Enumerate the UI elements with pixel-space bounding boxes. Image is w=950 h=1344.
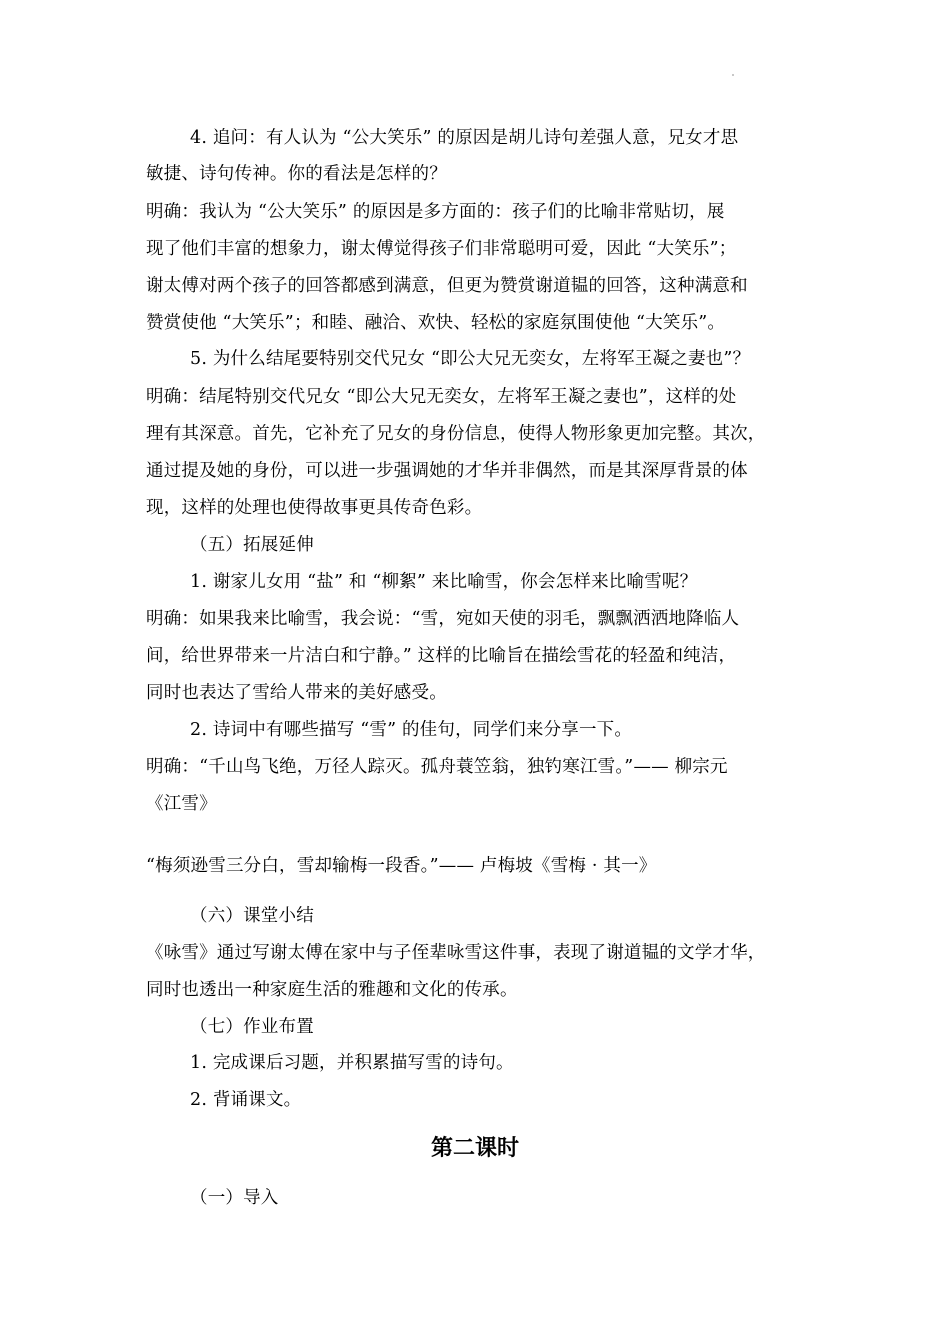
question-4-line-2: 敏捷、诗句传神。你的看法是怎样的？ (146, 164, 447, 184)
answer-4-line-1: 明确：我认为 “公大笑乐” 的原因是多方面的：孩子们的比喻非常贴切，展 (146, 202, 725, 222)
answer-5-line-4: 现，这样的处理也使得故事更具传奇色彩。 (146, 498, 483, 518)
poem-quote-plum: “梅须逊雪三分白，雪却输梅一段香。”—— 卢梅坡《雪梅 · 其一》 (146, 856, 657, 876)
extension-answer-2-line-1: 明确：“千山鸟飞绝，万径人踪灭。孤舟蓑笠翁，独钓寒江雪。”—— 柳宗元 (146, 757, 728, 777)
summary-line-1: 《咏雪》通过写谢太傅在家中与子侄辈咏雪这件事，表现了谢道韫的文学才华， (146, 943, 766, 963)
homework-item-1: 1. 完成课后习题，并积累描写雪的诗句。 (190, 1053, 514, 1073)
section-heading-7: （七）作业布置 (190, 1017, 314, 1037)
summary-line-2: 同时也透出一种家庭生活的雅趣和文化的传承。 (146, 980, 518, 1000)
section-heading-6: （六）课堂小结 (190, 906, 314, 926)
answer-4-line-4: 赞赏使他 “大笑乐”；和睦、融洽、欢快、轻松的家庭氛围使他 “大笑乐”。 (146, 313, 726, 333)
answer-5-line-2: 理有其深意。首先，它补充了兄女的身份信息，使得人物形象更加完整。其次， (146, 424, 766, 444)
extension-question-2: 2. 诗词中有哪些描写 “雪” 的佳句，同学们来分享一下。 (190, 720, 633, 740)
answer-4-line-2: 现了他们丰富的想象力，谢太傅觉得孩子们非常聪明可爱，因此 “大笑乐”； (146, 239, 737, 259)
question-5: 5. 为什么结尾要特别交代兄女 “即公大兄无奕女，左将军王凝之妻也”？ (190, 349, 751, 369)
extension-answer-1-line-3: 同时也表达了雪给人带来的美好感受。 (146, 683, 447, 703)
extension-question-1: 1. 谢家儿女用 “盐” 和 “柳絮” 来比喻雪，你会怎样来比喻雪呢？ (190, 572, 698, 592)
answer-5-line-3: 通过提及她的身份，可以进一步强调她的才华并非偶然，而是其深厚背景的体 (146, 461, 748, 481)
extension-answer-1-line-1: 明确：如果我来比喻雪，我会说：“雪，宛如天使的羽毛，飘飘洒洒地降临人 (146, 609, 740, 629)
page-mark (732, 74, 734, 76)
section-heading-5: （五）拓展延伸 (190, 535, 314, 555)
extension-answer-1-line-2: 间，给世界带来一片洁白和宁静。” 这样的比喻旨在描绘雪花的轻盈和纯洁， (146, 646, 737, 666)
answer-5-line-1: 明确：结尾特别交代兄女 “即公大兄无奕女，左将军王凝之妻也”，这样的处 (146, 387, 737, 407)
section-heading-1: （一）导入 (190, 1188, 279, 1208)
lesson-title: 第二课时 (430, 1136, 519, 1161)
question-4-line-1: 4. 追问：有人认为 “公大笑乐” 的原因是胡儿诗句差强人意，兄女才思 (190, 128, 739, 148)
answer-4-line-3: 谢太傅对两个孩子的回答都感到满意，但更为赞赏谢道韫的回答，这种满意和 (146, 276, 748, 296)
homework-item-2: 2. 背诵课文。 (190, 1090, 302, 1110)
extension-answer-2-line-2: 《江雪》 (146, 794, 217, 814)
